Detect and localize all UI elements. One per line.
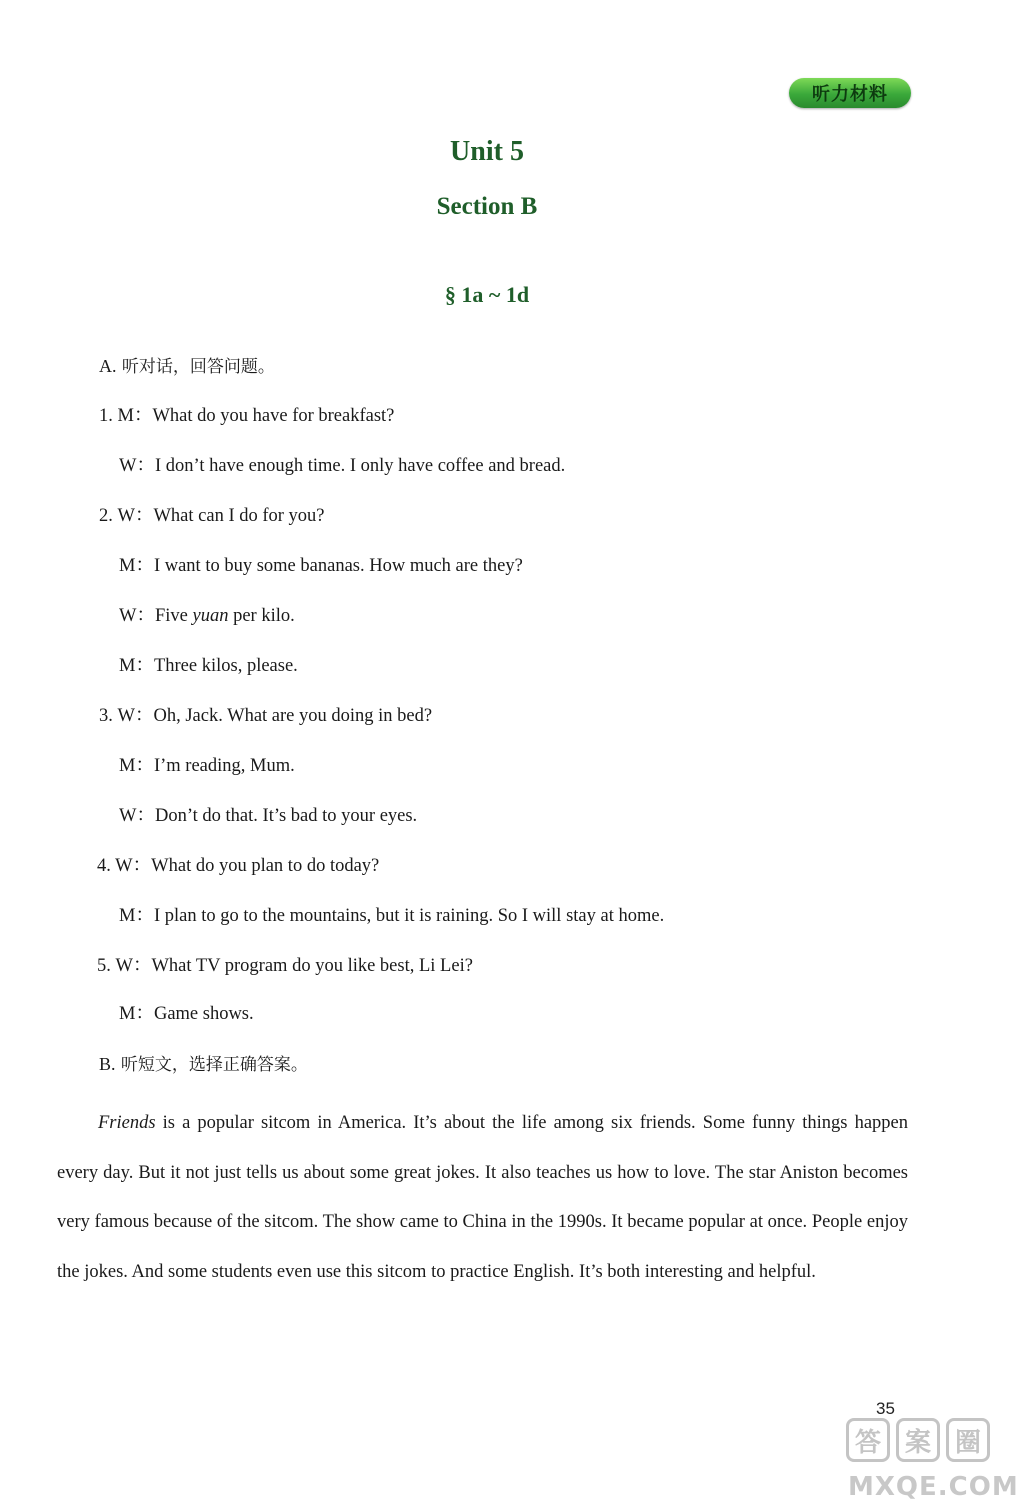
dialogue-line (99, 704, 432, 728)
line-text-italic: yuan (192, 606, 229, 626)
part-a-marker: A. (99, 356, 117, 376)
dialogue-line (119, 904, 664, 928)
line-text: I don’t have enough time. I only have coffee and bread. (154, 456, 566, 476)
line-text: I want to buy some bananas. How much are they? (153, 556, 523, 576)
dialogue-line (99, 504, 325, 528)
line-text: Oh, Jack. What are you doing in bed? (153, 706, 433, 726)
dialogue-line (119, 804, 417, 828)
line-text: What TV program do you like best, Li Lei? (151, 956, 473, 976)
line-text: Don’t do that. It’s bad to your eyes. (154, 806, 418, 826)
speaker: W： (119, 456, 155, 476)
line-text: What can I do for you? (153, 506, 325, 526)
speaker: W： (117, 506, 154, 526)
question-number: 5. (97, 956, 111, 976)
question-number: 2. (99, 506, 113, 526)
dialogue-line (119, 604, 295, 628)
part-b-marker: B. (99, 1054, 116, 1074)
passage-italic-title: Friends (98, 1113, 156, 1133)
watermark-char: 答 (846, 1418, 890, 1462)
part-a-instruction: 听对话，回答问题。 (121, 357, 275, 377)
line-text: Five (154, 606, 193, 626)
part-b-instruction: 听短文，选择正确答案。 (120, 1055, 308, 1075)
subsection-title: § 1a ~ 1d (444, 282, 530, 307)
dialogue-line (119, 654, 298, 678)
line-text: per kilo. (228, 606, 295, 626)
line-text: What do you plan to do today? (151, 856, 380, 876)
speaker: W： (115, 856, 152, 876)
page-number: 35 (876, 1399, 895, 1418)
speaker: M： (119, 906, 154, 926)
unit-title: Unit 5 (450, 136, 524, 167)
question-number: 3. (99, 706, 113, 726)
speaker: M： (119, 556, 154, 576)
dialogue-line (97, 954, 473, 978)
speaker: M： (117, 406, 153, 426)
watermark (840, 1418, 1019, 1506)
line-text: I plan to go to the mountains, but it is raining. So I will stay at home. (153, 906, 665, 926)
dialogue-line (119, 454, 565, 478)
dialogue-line (97, 854, 379, 878)
question-number: 1. (99, 406, 113, 426)
line-text: Game shows. (153, 1004, 254, 1024)
line-text: I’m reading, Mum. (153, 756, 295, 776)
listening-material-badge: 听力材料 (789, 78, 911, 108)
section-title: Section B (436, 193, 538, 220)
speaker: W： (119, 806, 155, 826)
listening-passage (57, 1099, 908, 1297)
line-text: What do you have for breakfast? (152, 406, 395, 426)
line-text: Three kilos, please. (153, 656, 298, 676)
passage-text: is a popular sitcom in America. It’s about the life among six friends. Some funny things happen every day. But it not just tells us about some great jokes. It also teaches us how to love. The star Aniston becomes very famous because of the sitcom. The show came to China in the 1990s. It became popular at once. People enjoy the jokes. And some students even use this sitcom to practice English. It’s both interesting and helpful. (57, 1113, 908, 1282)
speaker: M： (119, 656, 154, 676)
part-b-heading (99, 1052, 308, 1077)
watermark-char: 案 (896, 1418, 940, 1462)
speaker: M： (119, 756, 154, 776)
part-a-heading (99, 354, 275, 379)
question-number: 4. (97, 856, 111, 876)
speaker: W： (119, 606, 155, 626)
watermark-char: 圈 (946, 1418, 990, 1462)
dialogue-line (119, 754, 295, 778)
dialogue-line (119, 1002, 254, 1026)
speaker: W： (117, 706, 154, 726)
dialogue-line (119, 554, 523, 578)
speaker: M： (119, 1004, 154, 1024)
dialogue-line (99, 404, 394, 428)
speaker: W： (115, 956, 152, 976)
watermark-site: MXQE.COM (848, 1472, 1019, 1502)
